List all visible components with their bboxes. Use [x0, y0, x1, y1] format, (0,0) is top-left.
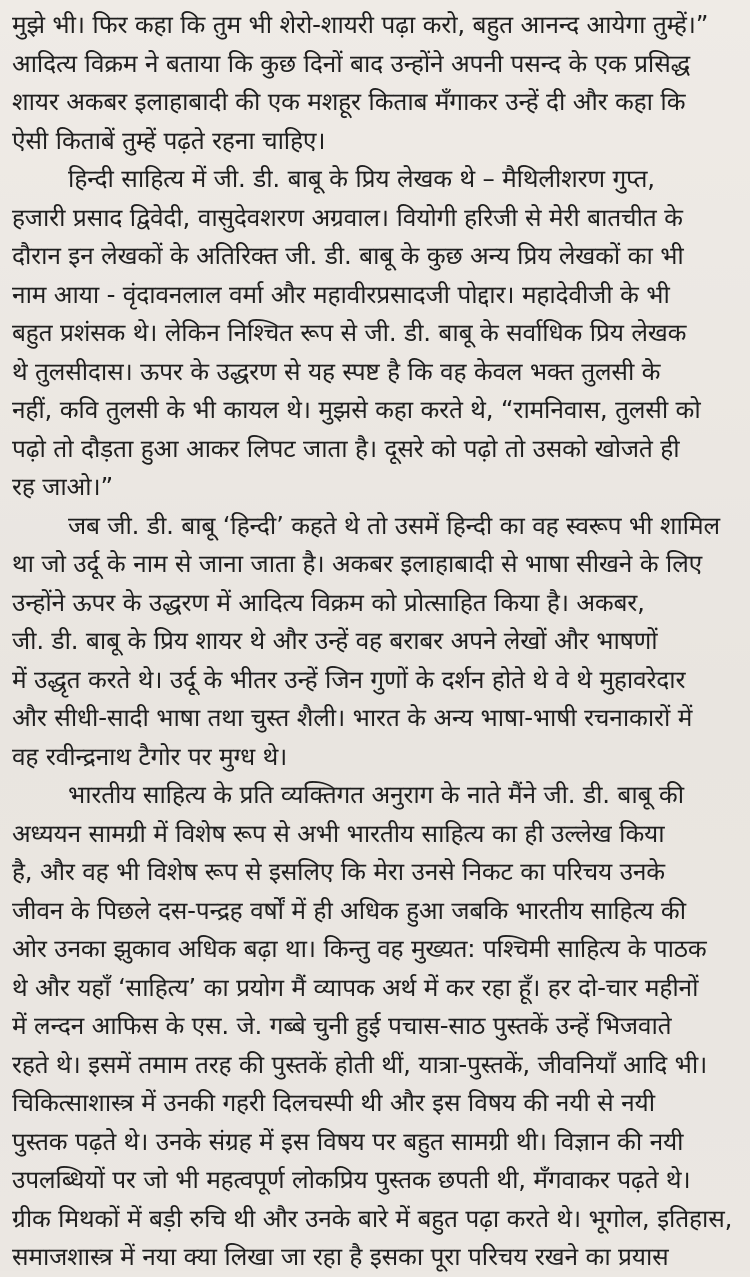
paragraph [12, 776, 738, 1277]
text-line: उपलब्धियों पर जो भी महत्वपूर्ण लोकप्रिय पुस्तक छपती थी, मँगवाकर पढ़ते थे। [12, 1165, 691, 1194]
text-line: चिकित्साशास्त्र में उनकी गहरी दिलचस्पी थी और इस विषय की नयी से नयी [12, 1088, 655, 1117]
text-line: अध्ययन सामग्री में विशेष रूप से अभी भारतीय साहित्य का ही उल्लेख किया [12, 818, 665, 848]
text-line: मुझे भी। फिर कहा कि तुम भी शेरो-शायरी पढ़ा करो, बहुत आनन्द आयेगा तुम्हें।” [12, 10, 709, 39]
text-line: दौरान इन लेखकों के अतिरिक्त जी. डी. बाबू के कुछ अन्य प्रिय लेखकों का भी [12, 241, 684, 270]
text-line: और सीधी-सादी भाषा तथा चुस्त शैली। भारत के अन्य भाषा-भाषी रचनाकारों में [12, 703, 693, 732]
text-line: था जो उर्दू के नाम से जाना जाता है। अकबर इलाहाबादी से भाषा सीखने के लिए [12, 549, 703, 578]
text-line: थे और यहाँ ‘साहित्य’ का प्रयोग मैं व्यापक अर्थ में कर रहा हूँ। हर दो-चार महीनों [12, 972, 699, 1002]
text-line: जी. डी. बाबू के प्रिय शायर थे और उन्हें वह बराबर अपने लेखों और भाषणों [12, 626, 658, 655]
paragraph [12, 6, 738, 160]
text-line: हजारी प्रसाद द्विवेदी, वासुदेवशरण अग्रवाल। वियोगी हरिजी से मेरी बातचीत के [12, 202, 683, 232]
text-line: भारतीय साहित्य के प्रति व्यक्तिगत अनुराग के नाते मैंने जी. डी. बाबू की [68, 780, 684, 809]
text-line: जीवन के पिछले दस-पन्द्रह वर्षों में ही अधिक हुआ जबकि भारतीय साहित्य की [12, 895, 686, 925]
text-line: पुस्तक पढ़ते थे। उनके संग्रह में इस विषय पर बहुत सामग्री थी। विज्ञान की नयी [12, 1126, 684, 1156]
text-line: ग्रीक मिथकों में बड़ी रुचि थी और उनके बारे में बहुत पढ़ा करते थे। भूगोल, इतिहास, [12, 1203, 733, 1233]
text-line: जब जी. डी. बाबू ‘हिन्दी’ कहते थे तो उसमें हिन्दी का वह स्वरूप भी शामिल [68, 510, 720, 540]
paragraph [12, 507, 738, 777]
text-line: रह जाओ।” [12, 472, 113, 501]
text-line: में उद्धृत करते थे। उर्दू के भीतर उन्हें जिन गुणों के दर्शन होते थे वे थे मुहावरेदार [12, 664, 686, 694]
text-line: थे तुलसीदास। ऊपर के उद्धरण से यह स्पष्ट है कि वह केवल भक्त तुलसी के [12, 356, 661, 386]
text-line: ऐसी किताबें तुम्हें पढ़ते रहना चाहिए। [12, 125, 326, 155]
text-line: पढ़ो तो दौड़ता हुआ आकर लिपट जाता है। दूसरे को पढ़ो तो उसको खोजते ही [12, 433, 680, 463]
text-line: शायर अकबर इलाहाबादी की एक मशहूर किताब मँगाकर उन्हें दी और कहा कि [12, 87, 686, 116]
text-line: नाम आया - वृंदावनलाल वर्मा और महावीरप्रसादजी पोद्दार। महादेवीजी के भी [12, 279, 670, 309]
text-line: बहुत प्रशंसक थे। लेकिन निश्चित रूप से जी. डी. बाबू के सर्वाधिक प्रिय लेखक [12, 318, 687, 347]
text-line: नहीं, कवि तुलसी के भी कायल थे। मुझसे कहा करते थे, “रामनिवास, तुलसी को [12, 395, 701, 424]
text-line: उन्होंने ऊपर के उद्धरण में आदित्य विक्रम को प्रोत्साहित किया है। अकबर, [12, 587, 645, 617]
text-line: में लन्दन आफिस के एस. जे. गब्बे चुनी हुई पचास-साठ पुस्तकें उन्हें भिजवाते [12, 1011, 672, 1040]
text-line: वह रवीन्द्रनाथ टैगोर पर मुग्ध थे। [12, 741, 288, 771]
paragraph [12, 160, 738, 507]
text-line: आदित्य विक्रम ने बताया कि कुछ दिनों बाद उन्होंने अपनी पसन्द के एक प्रसिद्ध [12, 48, 690, 78]
text-line: ओर उनका झुकाव अधिक बढ़ा था। किन्तु वह मुख्यत: पश्चिमी साहित्य के पाठक [12, 934, 707, 963]
text-line: हिन्दी साहित्य में जी. डी. बाबू के प्रिय लेखक थे – मैथिलीशरण गुप्त, [68, 164, 655, 193]
text-line: समाजशास्त्र में नया क्या लिखा जा रहा है इसका पूरा परिचय रखने का प्रयास [12, 1242, 669, 1271]
text-line: है, और वह भी विशेष रूप से इसलिए कि मेरा उनसे निकट का परिचय उनके [12, 857, 665, 886]
text-line: रहते थे। इसमें तमाम तरह की पुस्तकें होती थीं, यात्रा-पुस्तकें, जीवनियाँ आदि भी। [12, 1049, 708, 1079]
